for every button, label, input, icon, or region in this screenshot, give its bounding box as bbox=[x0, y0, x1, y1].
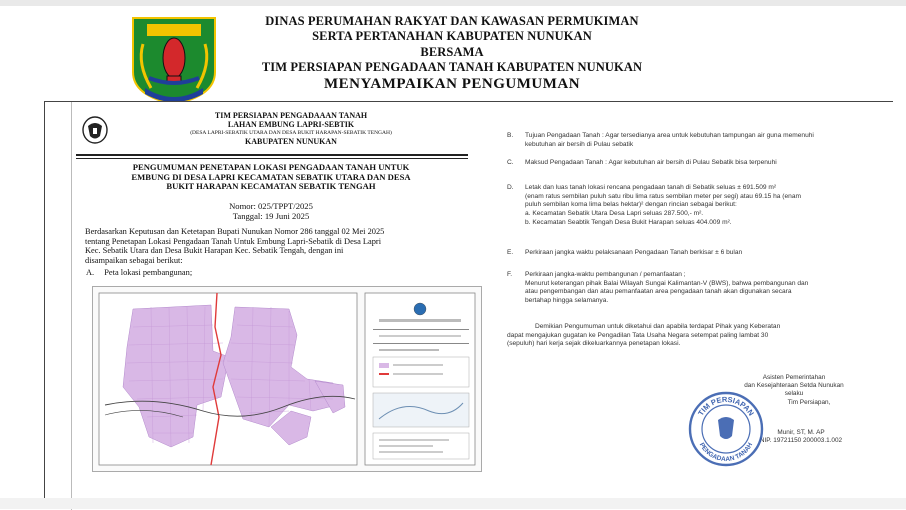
section-c-key: C. bbox=[507, 159, 514, 166]
notice-paragraph-line-4: disampaikan sebagai berikut: bbox=[85, 255, 183, 265]
stamp-text-top: TIM PERSIAPAN bbox=[696, 394, 756, 418]
letterhead-text bbox=[116, 112, 466, 146]
letterhead-line-2: LAHAN EMBUNG LAPRI-SEBTIK bbox=[227, 119, 355, 129]
section-b bbox=[507, 132, 887, 149]
page-header bbox=[232, 14, 672, 92]
section-f bbox=[507, 271, 887, 306]
section-b-line-2: kebutuhan air bersih di Pulau sebatik bbox=[525, 140, 634, 148]
location-map-drawing bbox=[93, 287, 481, 471]
nunukan-regency-logo bbox=[123, 14, 225, 106]
document-page-right bbox=[491, 102, 893, 510]
closing-paragraph bbox=[507, 323, 891, 349]
letterhead-line-4: KABUPATEN NUNUKAN bbox=[245, 136, 337, 146]
signature-line-3: selaku bbox=[784, 390, 804, 398]
section-c-line-1: Maksud Pengadaan Tanah : Agar kebutuhan air bersih di Pulau Sebatik bisa terpenuhi bbox=[525, 159, 777, 166]
letterhead-line-1: TIM PERSIAPAN PENGADAAAN TANAH bbox=[214, 111, 368, 120]
signature-line-4: Tim Persiapan, bbox=[787, 398, 831, 406]
official-stamp bbox=[687, 390, 765, 468]
notice-paragraph-line-3: Kec. Sebatik Utara dan Desa Bukit Harapan Kec. Sebatik Tengah, dengan ini bbox=[85, 246, 344, 256]
notice-paragraph-line-1: Berdasarkan Keputusan dan Ketetapan Bupati Nunukan Nomor 286 tanggal 02 Mei 2025 bbox=[85, 227, 385, 236]
section-d bbox=[507, 184, 887, 228]
section-f-key: F. bbox=[507, 271, 513, 278]
section-b-key: B. bbox=[507, 132, 514, 139]
notice-paragraph-line-2: tentang Penetapan Lokasi Pengadaan Tanah Untuk Embung Lapri-Sebatik di Desa Lapri bbox=[85, 236, 382, 246]
notice-number-block bbox=[86, 202, 456, 221]
section-d-line-5: b. Kecamatan Seabtik Tengah Desa Bukit Harapan seluas 404.009 m². bbox=[525, 218, 732, 226]
section-f-line-2: Menurut keterangan pihak Balai Wilayah Sungai Kalimantan-V (BWS), bahwa pembangunan dan bbox=[525, 279, 809, 287]
signature-line-1: Asisten Pemerintahan bbox=[762, 374, 826, 381]
notice-number: Nomor: 025/TPPT/2025 bbox=[229, 201, 313, 211]
section-e-key: E. bbox=[507, 249, 514, 256]
section-f-line-4: bertahap hingga selamanya. bbox=[525, 297, 609, 305]
top-bar bbox=[0, 0, 906, 6]
letterhead-rule bbox=[76, 154, 468, 159]
notice-title bbox=[86, 163, 456, 192]
closing-line-3: (sepuluh) hari kerja sejak dikeluarkannya penetapan lokasi. bbox=[507, 340, 681, 348]
announcement-heading: MENYAMPAIKAN PENGUMUMAN bbox=[323, 76, 581, 93]
header-line-3: BERSAMA bbox=[420, 44, 484, 59]
bottom-strip bbox=[0, 498, 906, 509]
section-c bbox=[507, 159, 887, 168]
section-f-line-3: atau pengembangan dan atau pemanfaatan area pengadaan tanah akan digunakan secara bbox=[525, 288, 792, 296]
map-section-label bbox=[86, 268, 192, 277]
section-d-key: D. bbox=[507, 184, 514, 191]
section-e-line-1: Perkiraan jangka waktu pelaksanaan Pengadaan Tanah berkisar ± 6 bulan bbox=[525, 249, 743, 256]
stamp-text-bottom: PENGADAAN TANAH bbox=[697, 441, 755, 464]
garuda-emblem-icon bbox=[82, 116, 108, 144]
section-d-line-2: (enam ratus sembilan puluh satu ribu lima ratus sembilan meter per segi) atau 69.15 ha (enam bbox=[525, 192, 801, 200]
notice-title-line-1: PENGUMUMAN PENETAPAN LOKASI PENGADAAN TANAH UNTUK bbox=[132, 162, 410, 172]
signatory-nip: NIP. 19721150 200003.1.002 bbox=[759, 437, 843, 445]
notice-title-line-3: BUKIT HARAPAN KECAMATAN SEBATIK TENGAH bbox=[166, 181, 376, 192]
closing-line-1: Demikian Pengumuman untuk diketahui dan apabila terdapat Pihak yang Keberatan bbox=[535, 323, 781, 330]
section-d-line-1: Letak dan luas tanah lokasi rencana pengadaan tanah di Sebatik seluas ± 691.509 m² bbox=[525, 184, 777, 191]
map-section-key: A. bbox=[86, 268, 95, 277]
notice-title-line-2: EMBUNG DI DESA LAPRI KECAMATAN SEBATIK UTARA DAN DESA bbox=[131, 171, 411, 182]
letterhead bbox=[76, 112, 468, 152]
section-b-line-1: Tujuan Pengadaan Tanah : Agar tersedianya area untuk kebutuhan tampungan air guna memenuhi bbox=[525, 132, 814, 139]
map-legend bbox=[365, 293, 475, 465]
letterhead-line-3: (DESA LAPRI-SEBATIK UTARA DAN DESA BUKIT HARAPAN-SEBATIK TENGAH) bbox=[190, 130, 392, 136]
document-page-left bbox=[71, 102, 492, 510]
map-section-text: Peta lokasi pembangunan; bbox=[104, 268, 193, 277]
closing-line-2: dapat mengajukan gugatan ke Pengadilan Tata Usaha Negara setempat paling lambat 30 bbox=[507, 331, 769, 339]
section-d-line-4: a. Kecamatan Sebatik Utara Desa Lapri seluas 287.500,- m². bbox=[525, 210, 704, 218]
section-e bbox=[507, 249, 887, 258]
stamp-emblem-icon bbox=[718, 417, 734, 439]
signature-line-2: dan Kesejahteraan Setda Nunukan bbox=[744, 382, 844, 390]
header-line-2: SERTA PERTANAHAN KABUPATEN NUNUKAN bbox=[312, 29, 592, 44]
header-line-4: TIM PERSIAPAN PENGADAAN TANAH KABUPATEN NUNUKAN bbox=[261, 59, 643, 74]
notice-date: Tanggal: 19 Juni 2025 bbox=[232, 210, 310, 221]
section-d-line-3: puluh sembilan koma lima belas hektar)² dengan rincian sebagai berikut: bbox=[525, 201, 737, 209]
section-f-line-1: Perkiraan jangka-waktu pembangunan / pemanfaatan ; bbox=[525, 271, 686, 278]
document-frame bbox=[44, 101, 893, 509]
location-map bbox=[92, 286, 482, 472]
notice-paragraph bbox=[85, 227, 481, 265]
header-line-1: DINAS PERUMAHAN RAKYAT DAN KAWASAN PERMUKIMAN bbox=[265, 14, 639, 28]
signatory-name: Munir, ST, M. AP bbox=[777, 428, 825, 436]
